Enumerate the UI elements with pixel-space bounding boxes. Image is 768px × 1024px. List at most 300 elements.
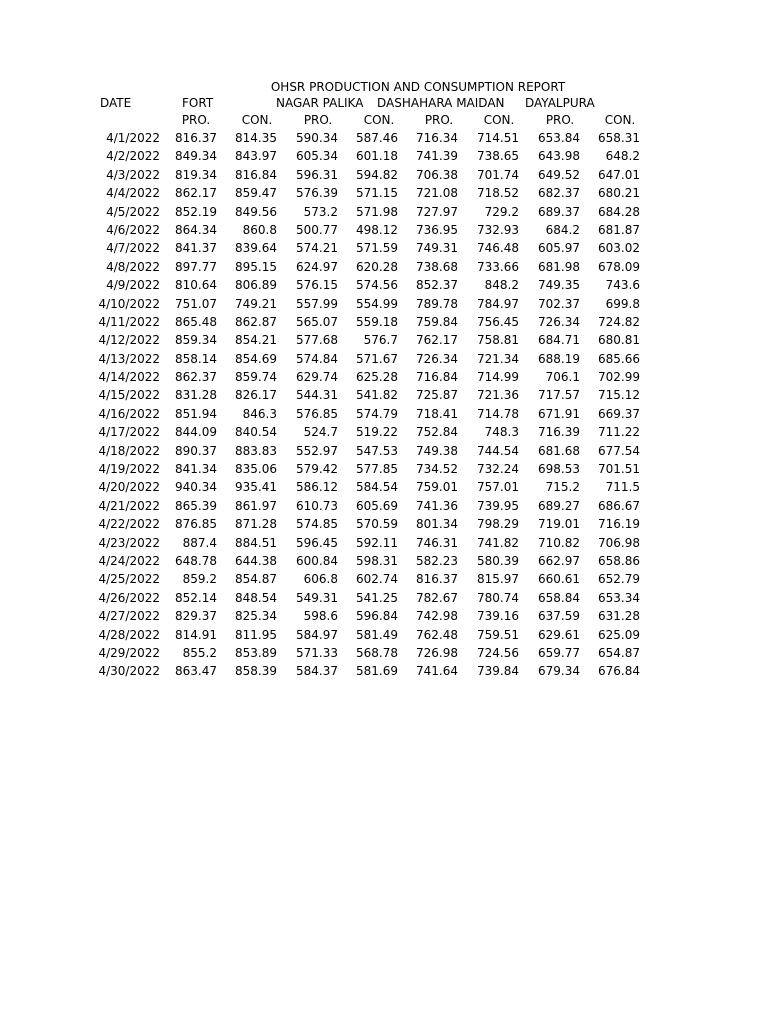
date-cell: 4/3/2022 (106, 167, 160, 182)
nagar-palika-pro-cell: 574.21 (296, 241, 338, 256)
dashahara-maidan-pro-cell: 759.01 (416, 480, 458, 495)
fort-con-cell: 853.89 (235, 645, 277, 660)
table-row (0, 662, 768, 680)
dayalpura-pro-cell: 649.52 (538, 167, 580, 182)
dayalpura-con-cell: 669.37 (598, 406, 640, 421)
dayalpura-pro-cell: 702.37 (538, 296, 580, 311)
fort-con-cell: 884.51 (235, 535, 277, 550)
dayalpura-con-cell: 652.79 (598, 572, 640, 587)
dayalpura-pro-cell: 681.68 (538, 443, 580, 458)
date-cell: 4/22/2022 (98, 517, 160, 532)
nagar-palika-con-cell: 541.82 (356, 388, 398, 403)
dayalpura-pro-cell: 716.39 (538, 425, 580, 440)
subheader-row (0, 111, 768, 129)
fort-pro-cell: 940.34 (175, 480, 217, 495)
nagar-palika-con-cell: 584.54 (356, 480, 398, 495)
dashahara-maidan-con-cell: 748.3 (484, 425, 519, 440)
fort-pro-cell: 859.34 (175, 333, 217, 348)
dashahara-maidan-pro-cell: 716.84 (416, 370, 458, 385)
dayalpura-pro-cell: 715.2 (545, 480, 580, 495)
fort-con-cell: 814.35 (235, 131, 277, 145)
dayalpura-con-cell: 724.82 (598, 314, 640, 329)
table-row (0, 442, 768, 460)
table-row (0, 203, 768, 221)
dayalpura-con-cell: 711.5 (605, 480, 640, 495)
group-header-row (0, 94, 768, 112)
fort-pro-cell: 897.77 (175, 259, 217, 274)
fort-con-cell: 860.8 (242, 222, 277, 237)
nagar-palika-pro-cell: 574.84 (296, 351, 338, 366)
dayalpura-pro-cell: 698.53 (538, 462, 580, 477)
dayalpura-pro-cell: 719.01 (538, 517, 580, 532)
date-cell: 4/4/2022 (106, 186, 160, 201)
data-rows (0, 129, 768, 681)
dashahara-maidan-con-cell: 733.66 (477, 259, 519, 274)
dashahara-maidan-con-cell: 758.81 (477, 333, 519, 348)
table-row (0, 423, 768, 441)
nagar-palika-pro-cell: 586.12 (296, 480, 338, 495)
nagar-palika-pro-cell: 600.84 (296, 553, 338, 568)
dayalpura-con-cell: 702.99 (598, 370, 640, 385)
dashahara-maidan-con-cell: 759.51 (477, 627, 519, 642)
table-row (0, 534, 768, 552)
dashahara-maidan-pro-cell: 738.68 (416, 259, 458, 274)
fort-pro-cell: 841.34 (175, 462, 217, 477)
nagar-palika-con-cell: 568.78 (356, 645, 398, 660)
dashahara-maidan-con-cell: 739.16 (477, 609, 519, 624)
nagar-palika-pro-cell: 605.34 (296, 149, 338, 164)
nagar-palika-pro-cell: 596.45 (296, 535, 338, 550)
table-row (0, 129, 768, 147)
fort-pro-cell: 858.14 (175, 351, 217, 366)
nagar-palika-pro-cell: 549.31 (296, 590, 338, 605)
dayalpura-pro-cell: 671.91 (538, 406, 580, 421)
nagar-palika-pro-cell: 606.8 (303, 572, 338, 587)
group-header-nagar-palika: NAGAR PALIKA (276, 96, 364, 110)
table-row (0, 147, 768, 165)
fort-pro-cell: 819.34 (175, 167, 217, 182)
nagar-palika-con-cell: 554.99 (356, 296, 398, 311)
dayalpura-con-cell: 716.19 (598, 517, 640, 532)
dashahara-maidan-pro-cell: 716.34 (416, 131, 458, 145)
nagar-palika-con-cell: 571.59 (356, 241, 398, 256)
nagar-palika-pro-cell: 629.74 (296, 370, 338, 385)
nagar-palika-con-cell: 541.25 (356, 590, 398, 605)
group-header-dashahara-maidan: DASHAHARA MAIDAN (377, 96, 505, 110)
dashahara-maidan-pro-cell: 718.41 (416, 406, 458, 421)
table-row (0, 166, 768, 184)
fort-pro-cell: 829.37 (175, 609, 217, 624)
nagar-palika-pro-cell: 590.34 (296, 131, 338, 145)
dashahara-maidan-pro-cell: 582.23 (416, 553, 458, 568)
subheader-fort-con: CON. (241, 113, 273, 127)
dashahara-maidan-pro-cell: 726.34 (416, 351, 458, 366)
nagar-palika-con-cell: 594.82 (356, 167, 398, 182)
dayalpura-con-cell: 677.54 (598, 443, 640, 458)
dayalpura-con-cell: 603.02 (598, 241, 640, 256)
dashahara-maidan-pro-cell: 736.95 (416, 222, 458, 237)
date-cell: 4/18/2022 (98, 443, 160, 458)
dayalpura-con-cell: 625.09 (598, 627, 640, 642)
dayalpura-pro-cell: 682.37 (538, 186, 580, 201)
date-cell: 4/17/2022 (98, 425, 160, 440)
dashahara-maidan-con-cell: 724.56 (477, 645, 519, 660)
date-cell: 4/7/2022 (106, 241, 160, 256)
dashahara-maidan-con-cell: 741.82 (477, 535, 519, 550)
dayalpura-con-cell: 701.51 (598, 462, 640, 477)
fort-con-cell: 854.87 (235, 572, 277, 587)
dayalpura-pro-cell: 629.61 (538, 627, 580, 642)
nagar-palika-pro-cell: 573.2 (303, 204, 338, 219)
dashahara-maidan-pro-cell: 726.98 (416, 645, 458, 660)
dashahara-maidan-pro-cell: 721.08 (416, 186, 458, 201)
fort-pro-cell: 890.37 (175, 443, 217, 458)
nagar-palika-con-cell: 598.31 (356, 553, 398, 568)
date-cell: 4/27/2022 (98, 609, 160, 624)
date-cell: 4/23/2022 (98, 535, 160, 550)
fort-pro-cell: 810.64 (175, 278, 217, 293)
dashahara-maidan-pro-cell: 727.97 (416, 204, 458, 219)
dashahara-maidan-pro-cell: 852.37 (416, 278, 458, 293)
dayalpura-pro-cell: 605.97 (538, 241, 580, 256)
fort-pro-cell: 862.37 (175, 370, 217, 385)
dayalpura-con-cell: 681.87 (598, 222, 640, 237)
table-row (0, 460, 768, 478)
table-row (0, 239, 768, 257)
nagar-palika-con-cell: 576.7 (363, 333, 398, 348)
dashahara-maidan-con-cell: 756.45 (477, 314, 519, 329)
group-header-dayalpura: DAYALPURA (525, 96, 595, 110)
date-cell: 4/15/2022 (98, 388, 160, 403)
dayalpura-pro-cell: 706.1 (545, 370, 580, 385)
subheader-dayalpura-con: CON. (604, 113, 636, 127)
date-cell: 4/16/2022 (98, 406, 160, 421)
date-cell: 4/2/2022 (106, 149, 160, 164)
dayalpura-pro-cell: 662.97 (538, 553, 580, 568)
dashahara-maidan-pro-cell: 741.36 (416, 498, 458, 513)
date-cell: 4/13/2022 (98, 351, 160, 366)
table-row (0, 570, 768, 588)
nagar-palika-pro-cell: 574.85 (296, 517, 338, 532)
nagar-palika-con-cell: 602.74 (356, 572, 398, 587)
nagar-palika-con-cell: 571.98 (356, 204, 398, 219)
dashahara-maidan-con-cell: 848.2 (484, 278, 519, 293)
fort-con-cell: 858.39 (235, 664, 277, 679)
dayalpura-pro-cell: 660.61 (538, 572, 580, 587)
nagar-palika-pro-cell: 577.68 (296, 333, 338, 348)
dayalpura-pro-cell: 710.82 (538, 535, 580, 550)
table-row (0, 405, 768, 423)
fort-con-cell: 859.47 (235, 186, 277, 201)
dayalpura-con-cell: 685.66 (598, 351, 640, 366)
table-row (0, 221, 768, 239)
dashahara-maidan-con-cell: 744.54 (477, 443, 519, 458)
table-row (0, 350, 768, 368)
fort-pro-cell: 648.78 (175, 553, 217, 568)
fort-con-cell: 846.3 (242, 406, 277, 421)
fort-pro-cell: 844.09 (175, 425, 217, 440)
table-row (0, 478, 768, 496)
nagar-palika-pro-cell: 610.73 (296, 498, 338, 513)
fort-con-cell: 935.41 (235, 480, 277, 495)
table-row (0, 368, 768, 386)
nagar-palika-con-cell: 559.18 (356, 314, 398, 329)
dashahara-maidan-con-cell: 714.51 (477, 131, 519, 145)
nagar-palika-con-cell: 587.46 (356, 131, 398, 145)
dashahara-maidan-con-cell: 739.84 (477, 664, 519, 679)
nagar-palika-con-cell: 571.15 (356, 186, 398, 201)
nagar-palika-pro-cell: 576.15 (296, 278, 338, 293)
dayalpura-con-cell: 658.86 (598, 553, 640, 568)
fort-pro-cell: 851.94 (175, 406, 217, 421)
date-cell: 4/12/2022 (98, 333, 160, 348)
table-row (0, 331, 768, 349)
dayalpura-pro-cell: 659.77 (538, 645, 580, 660)
fort-pro-cell: 863.47 (175, 664, 217, 679)
dashahara-maidan-con-cell: 746.48 (477, 241, 519, 256)
dayalpura-con-cell: 648.2 (605, 149, 640, 164)
dayalpura-pro-cell: 689.37 (538, 204, 580, 219)
dayalpura-pro-cell: 637.59 (538, 609, 580, 624)
table-row (0, 497, 768, 515)
dayalpura-con-cell: 699.8 (605, 296, 640, 311)
fort-con-cell: 806.89 (235, 278, 277, 293)
dashahara-maidan-con-cell: 721.36 (477, 388, 519, 403)
dayalpura-con-cell: 658.31 (598, 131, 640, 145)
dayalpura-con-cell: 678.09 (598, 259, 640, 274)
fort-pro-cell: 831.28 (175, 388, 217, 403)
dayalpura-con-cell: 654.87 (598, 645, 640, 660)
dashahara-maidan-con-cell: 739.95 (477, 498, 519, 513)
dashahara-maidan-con-cell: 718.52 (477, 186, 519, 201)
dayalpura-con-cell: 706.98 (598, 535, 640, 550)
nagar-palika-pro-cell: 571.33 (296, 645, 338, 660)
dayalpura-pro-cell: 684.2 (545, 222, 580, 237)
dayalpura-pro-cell: 679.34 (538, 664, 580, 679)
fort-con-cell: 861.97 (235, 498, 277, 513)
dashahara-maidan-con-cell: 784.97 (477, 296, 519, 311)
fort-con-cell: 843.97 (235, 149, 277, 164)
dashahara-maidan-con-cell: 757.01 (477, 480, 519, 495)
nagar-palika-con-cell: 592.11 (356, 535, 398, 550)
table-row (0, 515, 768, 533)
fort-con-cell: 825.34 (235, 609, 277, 624)
nagar-palika-pro-cell: 524.7 (303, 425, 338, 440)
dashahara-maidan-pro-cell: 742.98 (416, 609, 458, 624)
fort-pro-cell: 862.17 (175, 186, 217, 201)
group-header-fort: FORT (182, 96, 214, 110)
date-cell: 4/14/2022 (98, 370, 160, 385)
fort-pro-cell: 841.37 (175, 241, 217, 256)
subheader-nagar-palika-con: CON. (363, 113, 395, 127)
subheader-dashahara-maidan-con: CON. (483, 113, 515, 127)
nagar-palika-pro-cell: 552.97 (296, 443, 338, 458)
fort-pro-cell: 864.34 (175, 222, 217, 237)
dayalpura-con-cell: 631.28 (598, 609, 640, 624)
dashahara-maidan-con-cell: 721.34 (477, 351, 519, 366)
dayalpura-con-cell: 676.84 (598, 664, 640, 679)
nagar-palika-pro-cell: 598.6 (303, 609, 338, 624)
table-row (0, 276, 768, 294)
fort-con-cell: 816.84 (235, 167, 277, 182)
date-header: DATE (100, 96, 132, 110)
nagar-palika-con-cell: 571.67 (356, 351, 398, 366)
dashahara-maidan-con-cell: 780.74 (477, 590, 519, 605)
date-cell: 4/10/2022 (98, 296, 160, 311)
date-cell: 4/24/2022 (98, 553, 160, 568)
dashahara-maidan-pro-cell: 801.34 (416, 517, 458, 532)
fort-pro-cell: 849.34 (175, 149, 217, 164)
dashahara-maidan-con-cell: 714.99 (477, 370, 519, 385)
fort-con-cell: 895.15 (235, 259, 277, 274)
fort-pro-cell: 865.39 (175, 498, 217, 513)
nagar-palika-con-cell: 547.53 (356, 443, 398, 458)
fort-pro-cell: 816.37 (175, 131, 217, 145)
nagar-palika-con-cell: 574.79 (356, 406, 398, 421)
nagar-palika-con-cell: 581.69 (356, 664, 398, 679)
table-row (0, 313, 768, 331)
table-row (0, 589, 768, 607)
table-row (0, 258, 768, 276)
dayalpura-pro-cell: 653.84 (538, 131, 580, 145)
fort-pro-cell: 876.85 (175, 517, 217, 532)
table-row (0, 552, 768, 570)
dayalpura-pro-cell: 658.84 (538, 590, 580, 605)
dayalpura-con-cell: 743.6 (605, 278, 640, 293)
nagar-palika-con-cell: 577.85 (356, 462, 398, 477)
fort-pro-cell: 859.2 (182, 572, 217, 587)
subheader-dashahara-maidan-pro: PRO. (424, 113, 454, 127)
dayalpura-pro-cell: 749.35 (538, 278, 580, 293)
nagar-palika-pro-cell: 565.07 (296, 314, 338, 329)
date-cell: 4/21/2022 (98, 498, 160, 513)
fort-con-cell: 859.74 (235, 370, 277, 385)
dayalpura-con-cell: 647.01 (598, 167, 640, 182)
dashahara-maidan-con-cell: 798.29 (477, 517, 519, 532)
dashahara-maidan-con-cell: 732.93 (477, 222, 519, 237)
dashahara-maidan-con-cell: 732.24 (477, 462, 519, 477)
nagar-palika-pro-cell: 624.97 (296, 259, 338, 274)
fort-pro-cell: 852.14 (175, 590, 217, 605)
nagar-palika-con-cell: 620.28 (356, 259, 398, 274)
fort-con-cell: 854.21 (235, 333, 277, 348)
fort-pro-cell: 852.19 (175, 204, 217, 219)
nagar-palika-con-cell: 601.18 (356, 149, 398, 164)
date-cell: 4/8/2022 (106, 259, 160, 274)
dayalpura-pro-cell: 684.71 (538, 333, 580, 348)
date-cell: 4/25/2022 (98, 572, 160, 587)
date-cell: 4/5/2022 (106, 204, 160, 219)
table-row (0, 626, 768, 644)
fort-con-cell: 811.95 (235, 627, 277, 642)
date-cell: 4/11/2022 (98, 314, 160, 329)
date-cell: 4/20/2022 (98, 480, 160, 495)
dashahara-maidan-pro-cell: 752.84 (416, 425, 458, 440)
fort-pro-cell: 855.2 (182, 645, 217, 660)
nagar-palika-pro-cell: 596.31 (296, 167, 338, 182)
dayalpura-con-cell: 653.34 (598, 590, 640, 605)
dashahara-maidan-pro-cell: 734.52 (416, 462, 458, 477)
dashahara-maidan-con-cell: 815.97 (477, 572, 519, 587)
dashahara-maidan-con-cell: 738.65 (477, 149, 519, 164)
dayalpura-pro-cell: 726.34 (538, 314, 580, 329)
date-cell: 4/6/2022 (106, 222, 160, 237)
dashahara-maidan-con-cell: 580.39 (477, 553, 519, 568)
nagar-palika-con-cell: 605.69 (356, 498, 398, 513)
nagar-palika-con-cell: 519.22 (356, 425, 398, 440)
fort-con-cell: 644.38 (235, 553, 277, 568)
date-cell: 4/9/2022 (106, 278, 160, 293)
dashahara-maidan-pro-cell: 749.31 (416, 241, 458, 256)
dayalpura-con-cell: 680.81 (598, 333, 640, 348)
table-row (0, 184, 768, 202)
fort-con-cell: 835.06 (235, 462, 277, 477)
date-cell: 4/26/2022 (98, 590, 160, 605)
dayalpura-pro-cell: 681.98 (538, 259, 580, 274)
dayalpura-con-cell: 715.12 (598, 388, 640, 403)
dayalpura-con-cell: 711.22 (598, 425, 640, 440)
dashahara-maidan-con-cell: 701.74 (477, 167, 519, 182)
date-cell: 4/19/2022 (98, 462, 160, 477)
dayalpura-pro-cell: 643.98 (538, 149, 580, 164)
nagar-palika-con-cell: 498.12 (356, 222, 398, 237)
nagar-palika-con-cell: 581.49 (356, 627, 398, 642)
nagar-palika-con-cell: 625.28 (356, 370, 398, 385)
fort-con-cell: 840.54 (235, 425, 277, 440)
dashahara-maidan-pro-cell: 816.37 (416, 572, 458, 587)
dayalpura-con-cell: 684.28 (598, 204, 640, 219)
dashahara-maidan-pro-cell: 782.67 (416, 590, 458, 605)
nagar-palika-pro-cell: 576.85 (296, 406, 338, 421)
dayalpura-con-cell: 680.21 (598, 186, 640, 201)
nagar-palika-pro-cell: 579.42 (296, 462, 338, 477)
table-row (0, 295, 768, 313)
fort-con-cell: 839.64 (235, 241, 277, 256)
fort-con-cell: 749.21 (235, 296, 277, 311)
dashahara-maidan-pro-cell: 741.64 (416, 664, 458, 679)
table-row (0, 386, 768, 404)
dashahara-maidan-pro-cell: 762.17 (416, 333, 458, 348)
fort-con-cell: 854.69 (235, 351, 277, 366)
nagar-palika-con-cell: 570.59 (356, 517, 398, 532)
table-row (0, 607, 768, 625)
fort-pro-cell: 814.91 (175, 627, 217, 642)
dashahara-maidan-pro-cell: 725.87 (416, 388, 458, 403)
date-cell: 4/1/2022 (106, 131, 160, 145)
dashahara-maidan-pro-cell: 746.31 (416, 535, 458, 550)
dashahara-maidan-con-cell: 729.2 (484, 204, 519, 219)
subheader-dayalpura-pro: PRO. (545, 113, 575, 127)
nagar-palika-pro-cell: 557.99 (296, 296, 338, 311)
dashahara-maidan-con-cell: 714.78 (477, 406, 519, 421)
subheader-fort-pro: PRO. (181, 113, 211, 127)
nagar-palika-pro-cell: 584.97 (296, 627, 338, 642)
fort-con-cell: 883.83 (235, 443, 277, 458)
nagar-palika-pro-cell: 576.39 (296, 186, 338, 201)
fort-con-cell: 871.28 (235, 517, 277, 532)
dashahara-maidan-pro-cell: 706.38 (416, 167, 458, 182)
dashahara-maidan-pro-cell: 789.78 (416, 296, 458, 311)
date-cell: 4/29/2022 (98, 645, 160, 660)
nagar-palika-con-cell: 574.56 (356, 278, 398, 293)
nagar-palika-pro-cell: 584.37 (296, 664, 338, 679)
fort-con-cell: 826.17 (235, 388, 277, 403)
date-cell: 4/28/2022 (98, 627, 160, 642)
dashahara-maidan-pro-cell: 762.48 (416, 627, 458, 642)
fort-pro-cell: 865.48 (175, 314, 217, 329)
table-row (0, 644, 768, 662)
fort-pro-cell: 887.4 (182, 535, 217, 550)
